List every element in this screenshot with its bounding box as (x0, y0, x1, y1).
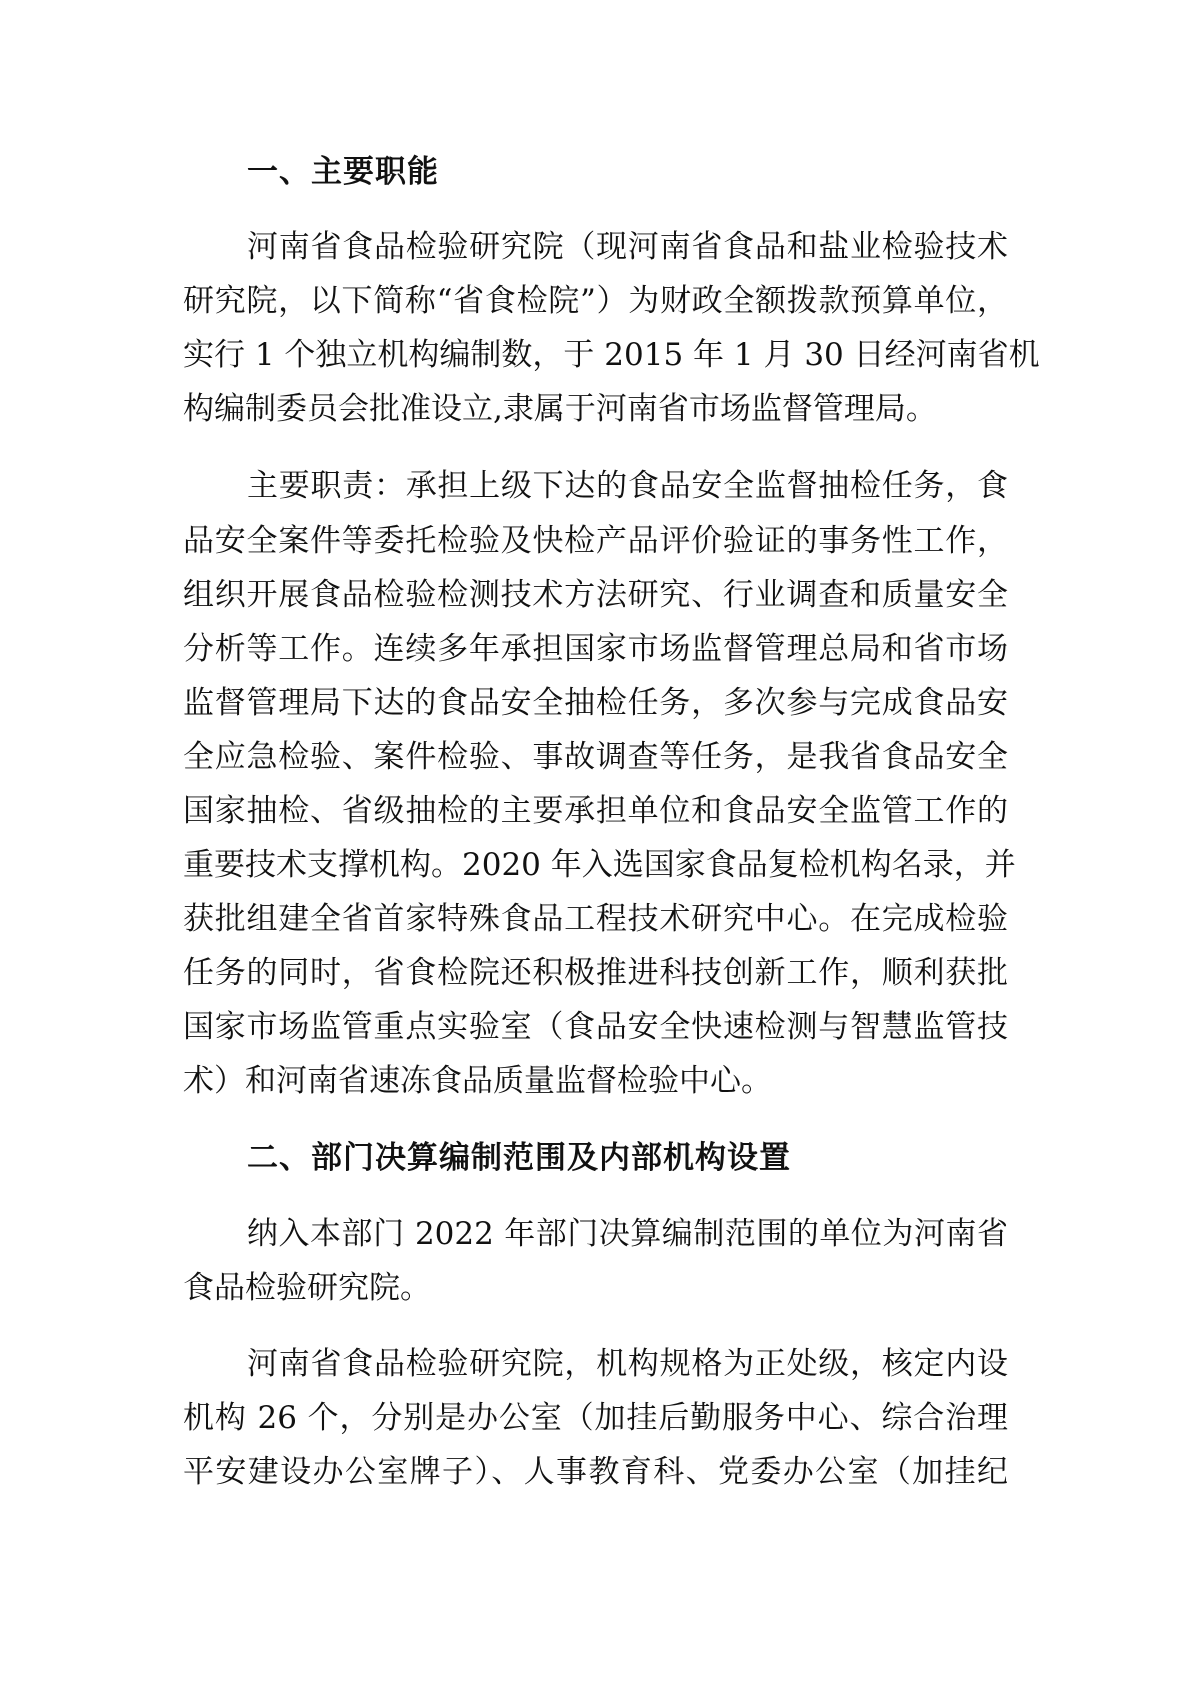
paragraph-line: 任务的同时，省食检院还积极推进科技创新工作，顺利获批 (183, 955, 1008, 991)
paragraph-line: 机构 26 个，分别是办公室（加挂后勤服务中心、综合治理 (183, 1400, 1008, 1436)
paragraph-line: 研究院，以下简称“省食检院”）为财政全额拨款预算单位， (183, 283, 1008, 319)
section-heading-functions: 一、主要职能 (247, 154, 439, 190)
paragraph-line: 河南省食品检验研究院，机构规格为正处级，核定内设 (247, 1346, 1008, 1382)
paragraph-line: 全应急检验、案件检验、事故调查等任务，是我省食品安全 (183, 739, 1008, 775)
section-heading-scope: 二、部门决算编制范围及内部机构设置 (247, 1140, 791, 1176)
paragraph-line: 监督管理局下达的食品安全抽检任务，多次参与完成食品安 (183, 685, 1008, 721)
paragraph-line: 平安建设办公室牌子）、人事教育科、党委办公室（加挂纪 (183, 1454, 1008, 1490)
paragraph-line: 术）和河南省速冻食品质量监督检验中心。 (183, 1063, 772, 1099)
paragraph-line: 主要职责：承担上级下达的食品安全监督抽检任务，食 (247, 468, 1008, 504)
paragraph-line: 河南省食品检验研究院（现河南省食品和盐业检验技术 (247, 229, 1008, 265)
paragraph-line: 纳入本部门 2022 年部门决算编制范围的单位为河南省 (247, 1216, 1008, 1252)
paragraph-line: 品安全案件等委托检验及快检产品评价验证的事务性工作， (183, 523, 1008, 559)
paragraph-line: 食品检验研究院。 (183, 1270, 431, 1306)
paragraph-line: 重要技术支撑机构。2020 年入选国家食品复检机构名录，并 (183, 847, 1016, 883)
paragraph-line: 国家市场监管重点实验室（食品安全快速检测与智慧监管技 (183, 1009, 1008, 1045)
paragraph-line: 获批组建全省首家特殊食品工程技术研究中心。在完成检验 (183, 901, 1008, 937)
paragraph-line: 国家抽检、省级抽检的主要承担单位和食品安全监管工作的 (183, 793, 1008, 829)
paragraph-line: 分析等工作。连续多年承担国家市场监督管理总局和省市场 (183, 631, 1008, 667)
paragraph-line: 组织开展食品检验检测技术方法研究、行业调查和质量安全 (183, 577, 1008, 613)
paragraph-line: 实行 1 个独立机构编制数，于 2015 年 1 月 30 日经河南省机 (183, 337, 1040, 373)
paragraph-line: 构编制委员会批准设立,隶属于河南省市场监督管理局。 (183, 391, 937, 427)
